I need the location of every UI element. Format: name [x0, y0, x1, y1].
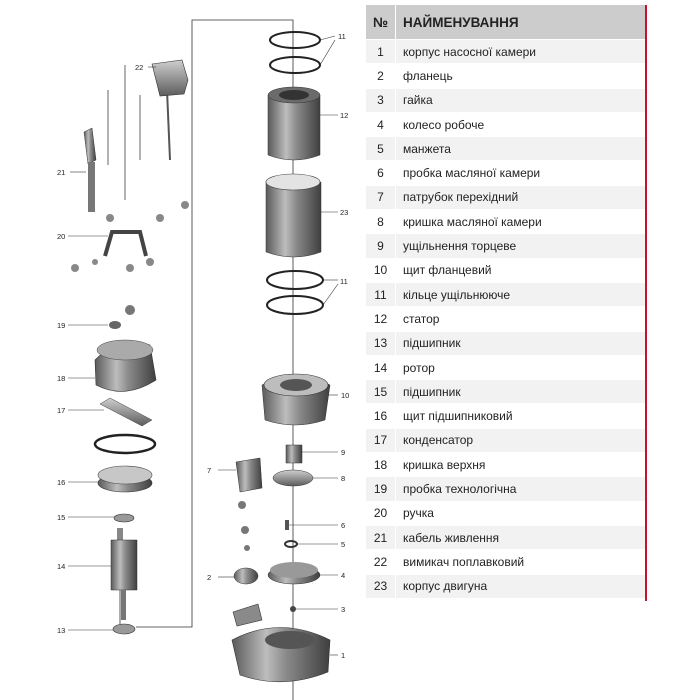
- row-name: корпус насосної камери: [396, 40, 646, 64]
- row-name: пробка масляної камери: [396, 161, 646, 185]
- row-name: кабель живлення: [396, 525, 646, 549]
- table-row: [366, 574, 645, 598]
- row-name: ротор: [396, 355, 646, 379]
- row-number: 6: [366, 161, 396, 185]
- table-row: [366, 501, 645, 525]
- upper-cover-part: [95, 340, 156, 391]
- nut-part: [290, 606, 296, 612]
- oil-plug-part: [285, 520, 289, 530]
- table-row: [366, 355, 645, 379]
- callout-14: 14: [57, 562, 66, 571]
- callout-15: 15: [57, 513, 66, 522]
- seal-ring-11c: [267, 271, 323, 289]
- callout-4: 4: [341, 571, 346, 580]
- row-name: статор: [396, 307, 646, 331]
- table-row: [366, 161, 645, 185]
- row-number: 18: [366, 453, 396, 477]
- stator-part: [268, 87, 320, 160]
- table-row: [366, 137, 645, 161]
- pump-chamber-part: [232, 628, 330, 682]
- row-number: 2: [366, 64, 396, 88]
- table-row: [366, 380, 645, 404]
- capacitor-part: [100, 398, 152, 426]
- bearing-15-part: [114, 514, 134, 522]
- row-name: щит підшипниковий: [396, 404, 646, 428]
- float-switch-part: [152, 60, 188, 160]
- row-name: конденсатор: [396, 428, 646, 452]
- table-row: [366, 258, 645, 282]
- row-number: 10: [366, 258, 396, 282]
- callout-6: 6: [341, 521, 346, 530]
- row-name: корпус двигуна: [396, 574, 646, 598]
- callout-23: 23: [340, 208, 349, 217]
- table-row: [366, 185, 645, 209]
- seal-ring-11b: [270, 57, 320, 73]
- callout-9: 9: [341, 448, 346, 457]
- mechanical-seal-part: [286, 445, 302, 463]
- callout-10: 10: [341, 391, 350, 400]
- table-row: [366, 307, 645, 331]
- table-row: [366, 282, 645, 306]
- table-row: [366, 88, 645, 112]
- rotor-part: [111, 528, 137, 620]
- row-name: кришка верхня: [396, 453, 646, 477]
- tech-plug-part: [109, 305, 135, 329]
- row-name: гайка: [396, 88, 646, 112]
- table-row: [366, 234, 645, 258]
- row-number: 20: [366, 501, 396, 525]
- table-row: [366, 477, 645, 501]
- row-number: 13: [366, 331, 396, 355]
- seal-ring-upper: [95, 435, 155, 453]
- callout-2: 2: [207, 573, 212, 582]
- row-number: 7: [366, 185, 396, 209]
- table-row: [366, 112, 645, 136]
- row-number: 12: [366, 307, 396, 331]
- callout-7: 7: [207, 466, 212, 475]
- impeller-part: [268, 562, 320, 584]
- row-number: 21: [366, 525, 396, 549]
- row-number: 22: [366, 550, 396, 574]
- row-number: 4: [366, 112, 396, 136]
- callout-13: 13: [57, 626, 66, 635]
- header-name: НАЙМЕНУВАННЯ: [396, 5, 646, 40]
- callout-22: 22: [135, 63, 144, 72]
- row-name: щит фланцевий: [396, 258, 646, 282]
- parts-table-header: [366, 5, 645, 40]
- row-name: вимикач поплавковий: [396, 550, 646, 574]
- row-name: колесо робоче: [396, 112, 646, 136]
- row-name: пробка технологічна: [396, 477, 646, 501]
- accent-bar: [645, 5, 647, 601]
- callout-8: 8: [341, 474, 346, 483]
- callout-11-top: 11: [338, 32, 346, 41]
- power-cable-part: [84, 65, 140, 212]
- row-number: 1: [366, 40, 396, 64]
- bearing-13-part: [113, 624, 135, 634]
- table-row: [366, 404, 645, 428]
- row-name: ущільнення торцеве: [396, 234, 646, 258]
- header-number: №: [366, 5, 396, 40]
- callout-18: 18: [57, 374, 66, 383]
- row-number: 23: [366, 574, 396, 598]
- table-row: [366, 428, 645, 452]
- row-name: патрубок перехідний: [396, 185, 646, 209]
- callout-17: 17: [57, 406, 66, 415]
- row-number: 14: [366, 355, 396, 379]
- callout-1: 1: [341, 651, 346, 660]
- row-name: ручка: [396, 501, 646, 525]
- bearing-shield-part: [98, 466, 152, 492]
- seal-ring-11a: [270, 32, 320, 48]
- oil-chamber-cover-part: [273, 470, 313, 486]
- row-name: підшипник: [396, 380, 646, 404]
- row-number: 9: [366, 234, 396, 258]
- table-row: [366, 453, 645, 477]
- callout-3: 3: [341, 605, 346, 614]
- table-row: [366, 40, 645, 64]
- callout-21: 21: [57, 168, 66, 177]
- row-number: 3: [366, 88, 396, 112]
- adapter-pipe-part: [236, 458, 262, 551]
- row-number: 17: [366, 428, 396, 452]
- table-row: [366, 210, 645, 234]
- callout-11-mid: 11: [340, 277, 348, 286]
- parts-table: [366, 5, 645, 599]
- row-number: 16: [366, 404, 396, 428]
- row-name: фланець: [396, 64, 646, 88]
- cuff-part: [285, 541, 297, 547]
- row-number: 11: [366, 282, 396, 306]
- row-number: 15: [366, 380, 396, 404]
- callout-5: 5: [341, 540, 346, 549]
- callout-16: 16: [57, 478, 66, 487]
- row-number: 19: [366, 477, 396, 501]
- table-row: [366, 64, 645, 88]
- table-row: [366, 550, 645, 574]
- callout-12: 12: [340, 111, 349, 120]
- flange-shield-part: [262, 374, 330, 425]
- row-number: 5: [366, 137, 396, 161]
- callout-19: 19: [57, 321, 66, 330]
- row-name: підшипник: [396, 331, 646, 355]
- parts-table-body: [366, 40, 645, 599]
- table-row: [366, 525, 645, 549]
- row-name: кільце ущільнююче: [396, 282, 646, 306]
- seal-ring-11d: [267, 296, 323, 314]
- callout-20: 20: [57, 232, 66, 241]
- motor-housing-part: [266, 174, 321, 257]
- table-row: [366, 331, 645, 355]
- row-number: 8: [366, 210, 396, 234]
- flange-part: [233, 568, 262, 626]
- row-name: манжета: [396, 137, 646, 161]
- row-name: кришка масляної камери: [396, 210, 646, 234]
